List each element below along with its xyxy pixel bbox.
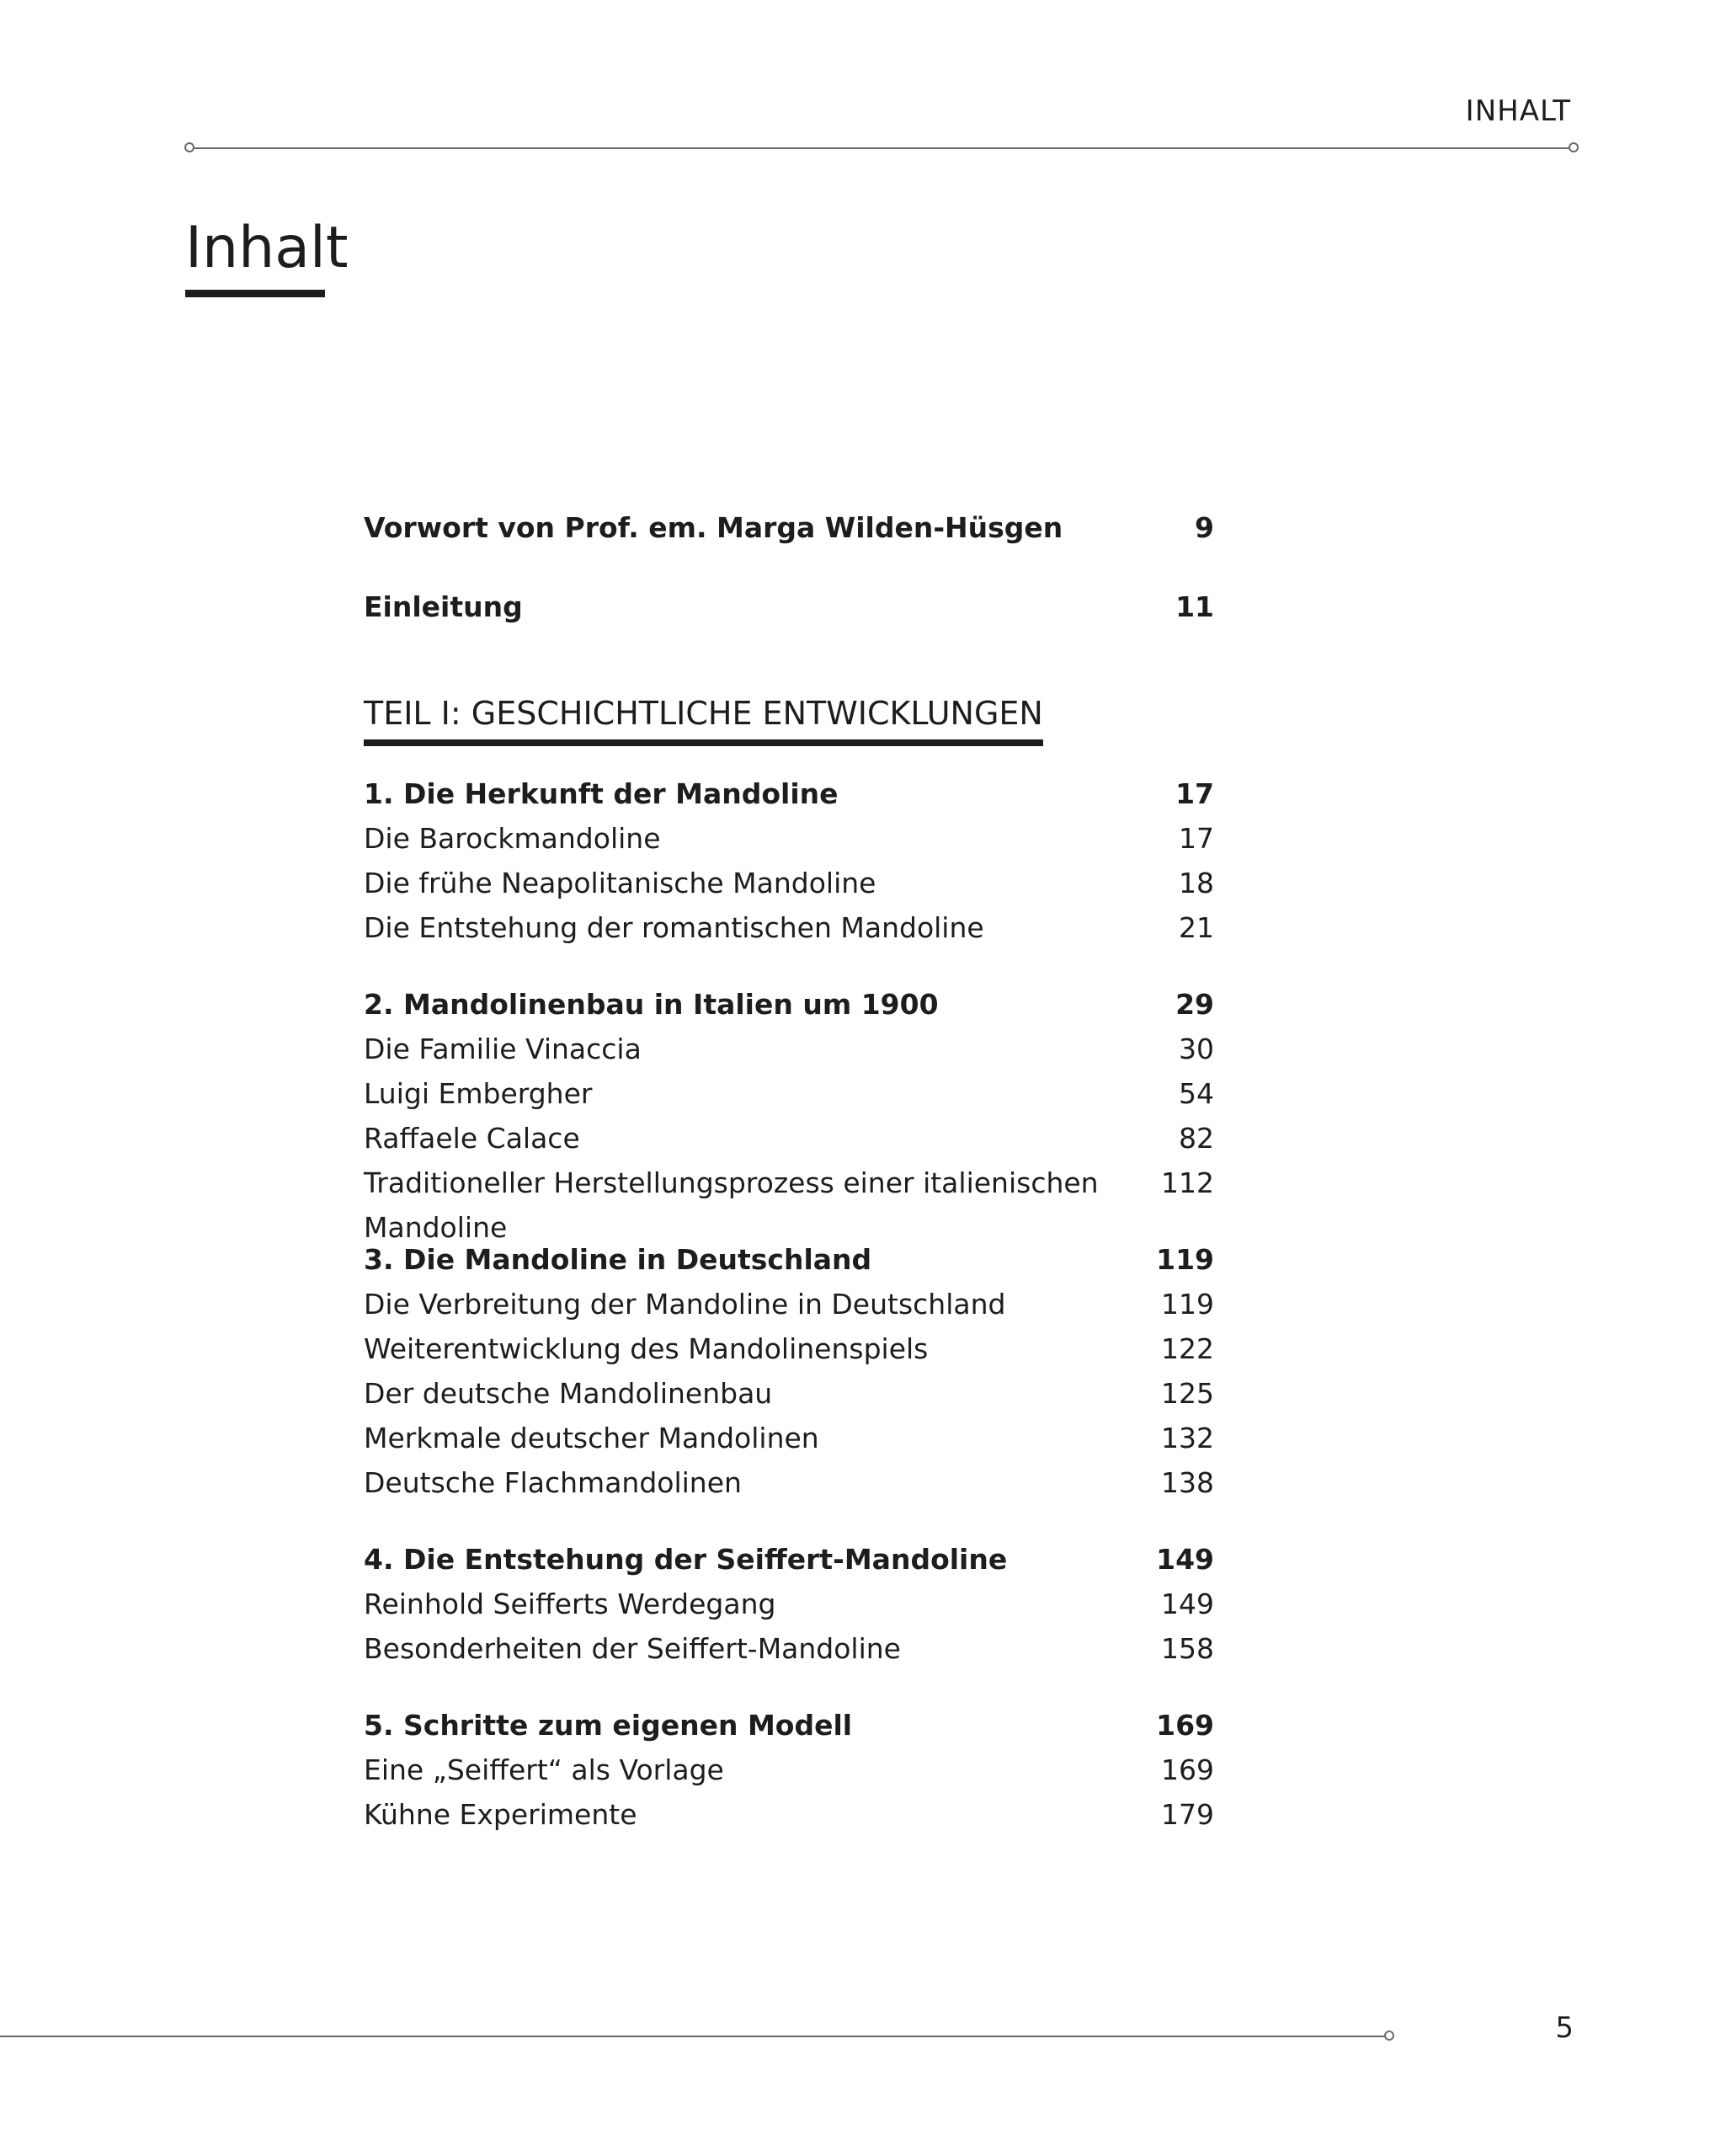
toc-section-entry[interactable] (364, 1416, 1214, 1460)
toc-section-entry[interactable] (364, 1161, 1214, 1244)
toc-entry-page: 122 (1161, 1332, 1214, 1365)
toc-entry-page: 11 (1175, 590, 1214, 623)
toc-entry-page: 138 (1161, 1466, 1214, 1499)
toc-entry-page: 112 (1161, 1166, 1214, 1199)
toc-entry-einleitung[interactable] (364, 584, 1214, 629)
toc-entry-page: 132 (1161, 1422, 1214, 1454)
bottom-rule (0, 2036, 1388, 2037)
toc-entry-title: Einleitung (364, 590, 523, 623)
toc-entry-page: 17 (1179, 822, 1214, 855)
toc-entry-page: 29 (1175, 988, 1214, 1021)
chapter-list (364, 771, 1214, 1837)
toc-chapter-entry[interactable] (364, 1703, 1214, 1748)
toc-section-entry[interactable] (364, 1027, 1214, 1071)
toc-section-entry[interactable] (364, 1371, 1214, 1416)
table-of-contents (364, 505, 1214, 1837)
toc-entry-title: Raffaele Calace (364, 1122, 580, 1155)
toc-entry-title: 2. Mandolinenbau in Italien um 1900 (364, 988, 939, 1021)
toc-section-entry[interactable] (364, 1582, 1214, 1626)
toc-entry-vorwort[interactable] (364, 505, 1214, 550)
toc-section-entry[interactable] (364, 1326, 1214, 1371)
toc-section-entry[interactable] (364, 816, 1214, 861)
toc-entry-page: 9 (1195, 511, 1214, 544)
toc-entry-page: 179 (1161, 1798, 1214, 1831)
toc-entry-title: Kühne Experimente (364, 1798, 637, 1831)
toc-entry-title: Die Entstehung der romantischen Mandoline (364, 911, 984, 944)
chapter-block (364, 1537, 1214, 1671)
top-rule-left-dot (184, 142, 194, 152)
toc-entry-title: Besonderheiten der Seiffert-Mandoline (364, 1632, 901, 1665)
toc-chapter-entry[interactable] (364, 1537, 1214, 1582)
toc-section-entry[interactable] (364, 1626, 1214, 1671)
toc-entry-title: Der deutsche Mandolinenbau (364, 1377, 773, 1410)
toc-section-entry[interactable] (364, 1460, 1214, 1505)
top-rule-right-dot (1569, 142, 1579, 152)
toc-entry-page: 119 (1156, 1243, 1214, 1276)
toc-entry-page: 30 (1179, 1033, 1214, 1065)
toc-entry-title: 3. Die Mandoline in Deutschland (364, 1243, 872, 1276)
toc-entry-page: 169 (1156, 1709, 1214, 1742)
toc-entry-title: 5. Schritte zum eigenen Modell (364, 1709, 853, 1742)
toc-entry-title: Die Barockmandoline (364, 822, 661, 855)
running-head: INHALT (1465, 94, 1571, 128)
page-number: 5 (1555, 2011, 1574, 2045)
toc-section-entry[interactable] (364, 1116, 1214, 1161)
part-heading: TEIL I: GESCHICHTLICHE ENTWICKLUNGEN (364, 692, 1043, 746)
title-underline (185, 290, 325, 297)
toc-entry-title: Deutsche Flachmandolinen (364, 1466, 742, 1499)
top-rule (189, 147, 1572, 149)
toc-entry-title: Eine „Seiffert“ als Vorlage (364, 1753, 724, 1786)
toc-entry-page: 54 (1179, 1077, 1214, 1110)
toc-entry-title: Traditioneller Herstellungsprozess einer italienischen Mandoline (364, 1166, 1099, 1244)
toc-entry-title: 1. Die Herkunft der Mandoline (364, 777, 839, 810)
toc-entry-page: 82 (1179, 1122, 1214, 1155)
toc-entry-page: 125 (1161, 1377, 1214, 1410)
toc-entry-title: Luigi Embergher (364, 1077, 593, 1110)
toc-entry-title: Vorwort von Prof. em. Marga Wilden-Hüsgen (364, 511, 1063, 544)
toc-entry-page: 169 (1161, 1753, 1214, 1786)
toc-entry-title: Die Familie Vinaccia (364, 1033, 642, 1065)
toc-section-entry[interactable] (364, 1792, 1214, 1837)
toc-entry-page: 119 (1161, 1288, 1214, 1321)
toc-entry-title: Die Verbreitung der Mandoline in Deutschland (364, 1288, 1006, 1321)
chapter-block (364, 1237, 1214, 1505)
toc-entry-page: 21 (1179, 911, 1214, 944)
toc-entry-page: 18 (1179, 867, 1214, 899)
toc-entry-page: 149 (1156, 1543, 1214, 1576)
toc-entry-title: 4. Die Entstehung der Seiffert-Mandoline (364, 1543, 1008, 1576)
chapter-block (364, 771, 1214, 950)
toc-entry-page: 17 (1175, 777, 1214, 810)
toc-chapter-entry[interactable] (364, 982, 1214, 1027)
toc-entry-page: 149 (1161, 1588, 1214, 1620)
toc-section-entry[interactable] (364, 905, 1214, 950)
toc-entry-page: 158 (1161, 1632, 1214, 1665)
bottom-rule-right-dot (1384, 2031, 1394, 2041)
toc-section-entry[interactable] (364, 1071, 1214, 1116)
page-title: Inhalt (185, 215, 349, 281)
toc-chapter-entry[interactable] (364, 771, 1214, 816)
toc-section-entry[interactable] (364, 861, 1214, 905)
toc-entry-title: Weiterentwicklung des Mandolinenspiels (364, 1332, 929, 1365)
toc-entry-title: Merkmale deutscher Mandolinen (364, 1422, 819, 1454)
chapter-block (364, 982, 1214, 1244)
toc-entry-title: Reinhold Seifferts Werdegang (364, 1588, 776, 1620)
chapter-block (364, 1703, 1214, 1837)
toc-entry-title: Die frühe Neapolitanische Mandoline (364, 867, 876, 899)
toc-section-entry[interactable] (364, 1282, 1214, 1326)
toc-section-entry[interactable] (364, 1748, 1214, 1792)
